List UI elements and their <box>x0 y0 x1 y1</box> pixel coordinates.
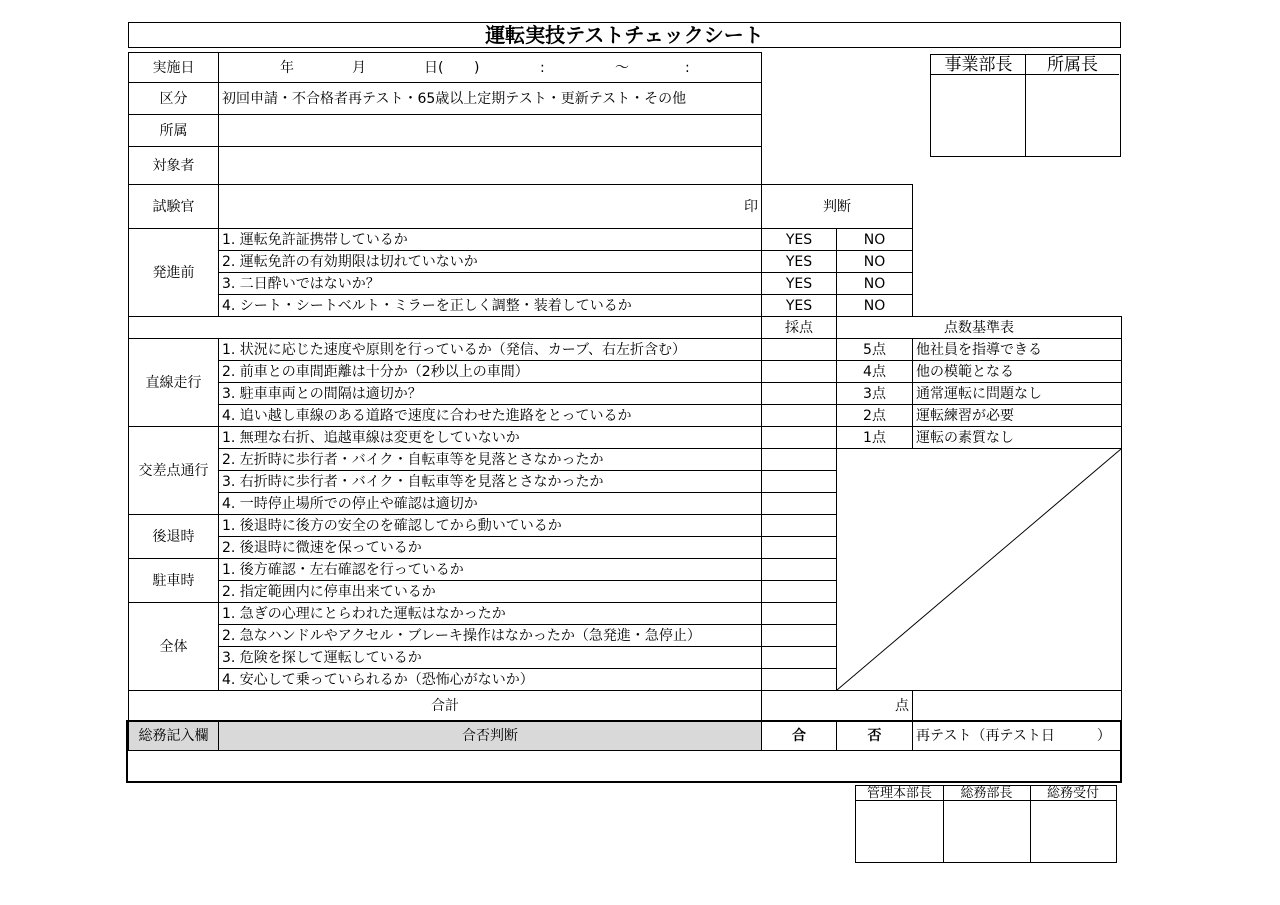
approval-head-shozokucho: 所属長 <box>1026 55 1119 75</box>
check-item: 4. 安心して乗っていられるか（恐怖心がないか） <box>219 669 762 691</box>
check-item: 3. 危険を探して運転しているか <box>219 647 762 669</box>
section-label: 直線走行 <box>129 339 219 427</box>
approval-head-kanri: 管理本部長 <box>856 786 943 801</box>
check-item: 4. 追い越し車線のある道路で速度に合わせた進路をとっているか <box>219 405 762 427</box>
score-cell[interactable] <box>762 625 837 647</box>
score-cell[interactable] <box>762 449 837 471</box>
yes-option[interactable]: YES <box>762 273 837 295</box>
no-option[interactable]: NO <box>837 229 913 251</box>
check-item: 1. 後退時に後方の安全のを確認してから動いているか <box>219 515 762 537</box>
retest-option[interactable]: 再テスト（再テスト日 ） <box>913 722 1122 751</box>
sheet-title: 運転実技テストチェックシート <box>128 22 1121 48</box>
score-cell[interactable] <box>762 581 837 603</box>
approval-head-jigyobucho: 事業部長 <box>931 55 1026 75</box>
total-extra[interactable] <box>913 691 1122 722</box>
taisho-field[interactable] <box>219 147 762 185</box>
yes-option[interactable]: YES <box>762 251 837 273</box>
score-cell[interactable] <box>762 471 837 493</box>
score-cell[interactable] <box>762 493 837 515</box>
examiner-label: 試験官 <box>129 185 219 229</box>
standard-desc: 他社員を指導できる <box>913 339 1122 361</box>
score-cell[interactable] <box>762 383 837 405</box>
pre-item: 3. 二日酔いではないか？ <box>219 273 762 295</box>
section-label: 全体 <box>129 603 219 691</box>
taisho-label: 対象者 <box>129 147 219 185</box>
fail-option[interactable]: 否 <box>837 722 913 751</box>
check-item: 1. 急ぎの心理にとらわれた運転はなかったか <box>219 603 762 625</box>
section-label: 後退時 <box>129 515 219 559</box>
score-cell[interactable] <box>762 427 837 449</box>
check-item: 1. 無理な右折、追越車線は変更をしていないか <box>219 427 762 449</box>
check-item: 2. 指定範囲内に停車出来ているか <box>219 581 762 603</box>
no-option[interactable]: NO <box>837 251 913 273</box>
standard-point: 2点 <box>837 405 913 427</box>
total-label: 合計 <box>129 691 762 722</box>
total-score[interactable] <box>762 691 913 722</box>
total-unit: 点 <box>895 698 909 714</box>
check-item: 1. 状況に応じた速度や原則を行っているか（発信、カーブ、右左折含む） <box>219 339 762 361</box>
seal-mark: 印 <box>744 198 758 215</box>
shozoku-label: 所属 <box>129 115 219 147</box>
section-label: 交差点通行 <box>129 427 219 515</box>
score-cell[interactable] <box>762 647 837 669</box>
standard-desc: 運転練習が必要 <box>913 405 1122 427</box>
yes-option[interactable]: YES <box>762 295 837 317</box>
check-item: 2. 後退時に微速を保っているか <box>219 537 762 559</box>
approval-head-soumubucho: 総務部長 <box>943 786 1030 801</box>
check-table <box>128 52 1122 751</box>
section-label: 駐車時 <box>129 559 219 603</box>
standard-desc: 通常運転に問題なし <box>913 383 1122 405</box>
score-cell[interactable] <box>762 603 837 625</box>
standard-point: 5点 <box>837 339 913 361</box>
examiner-field[interactable] <box>219 185 762 229</box>
date-field[interactable]: 年 月 日( ) : ～ : <box>219 53 762 83</box>
pre-item: 1. 運転免許証携帯しているか <box>219 229 762 251</box>
approval-box-bottom <box>855 785 1117 863</box>
check-item: 3. 駐車車両との間隔は適切か？ <box>219 383 762 405</box>
standard-desc: 他の模範となる <box>913 361 1122 383</box>
pre-item: 2. 運転免許の有効期限は切れていないか <box>219 251 762 273</box>
check-item: 2. 前車との車間距離は十分か（2秒以上の車間） <box>219 361 762 383</box>
standard-point: 1点 <box>837 427 913 449</box>
soumu-label: 総務記入欄 <box>129 722 219 751</box>
standard-point: 3点 <box>837 383 913 405</box>
standard-point: 4点 <box>837 361 913 383</box>
check-item: 2. 左折時に歩行者・バイク・自転車等を見落とさなかったか <box>219 449 762 471</box>
pre-label: 発進前 <box>129 229 219 317</box>
yes-option[interactable]: YES <box>762 229 837 251</box>
standard-header: 点数基準表 <box>837 317 1122 339</box>
pass-option[interactable]: 合 <box>762 722 837 751</box>
score-cell[interactable] <box>762 361 837 383</box>
judge-header: 判断 <box>762 185 913 229</box>
no-option[interactable]: NO <box>837 295 913 317</box>
score-cell[interactable] <box>762 669 837 691</box>
approval-head-uketsuke: 総務受付 <box>1030 786 1116 801</box>
date-label: 実施日 <box>129 53 219 83</box>
pass-fail-label: 合否判断 <box>219 722 762 751</box>
check-item: 4. 一時停止場所での停止や確認は適切か <box>219 493 762 515</box>
score-cell[interactable] <box>762 515 837 537</box>
score-cell[interactable] <box>762 339 837 361</box>
kubun-label: 区分 <box>129 83 219 115</box>
check-item: 3. 右折時に歩行者・バイク・自転車等を見落とさなかったか <box>219 471 762 493</box>
kubun-value[interactable]: 初回申請・不合格者再テスト・65歳以上定期テスト・更新テスト・その他 <box>219 83 762 115</box>
standard-desc: 運転の素質なし <box>913 427 1122 449</box>
saiten-header: 採点 <box>762 317 837 339</box>
shozoku-field[interactable] <box>219 115 762 147</box>
score-cell[interactable] <box>762 537 837 559</box>
no-option[interactable]: NO <box>837 273 913 295</box>
pre-item: 4. シート・シートベルト・ミラーを正しく調整・装着しているか <box>219 295 762 317</box>
score-cell[interactable] <box>762 559 837 581</box>
check-item: 1. 後方確認・左右確認を行っているか <box>219 559 762 581</box>
check-item: 2. 急なハンドルやアクセル・ブレーキ操作はなかったか（急発進・急停止） <box>219 625 762 647</box>
score-cell[interactable] <box>762 405 837 427</box>
diagonal-blank <box>837 449 1122 691</box>
